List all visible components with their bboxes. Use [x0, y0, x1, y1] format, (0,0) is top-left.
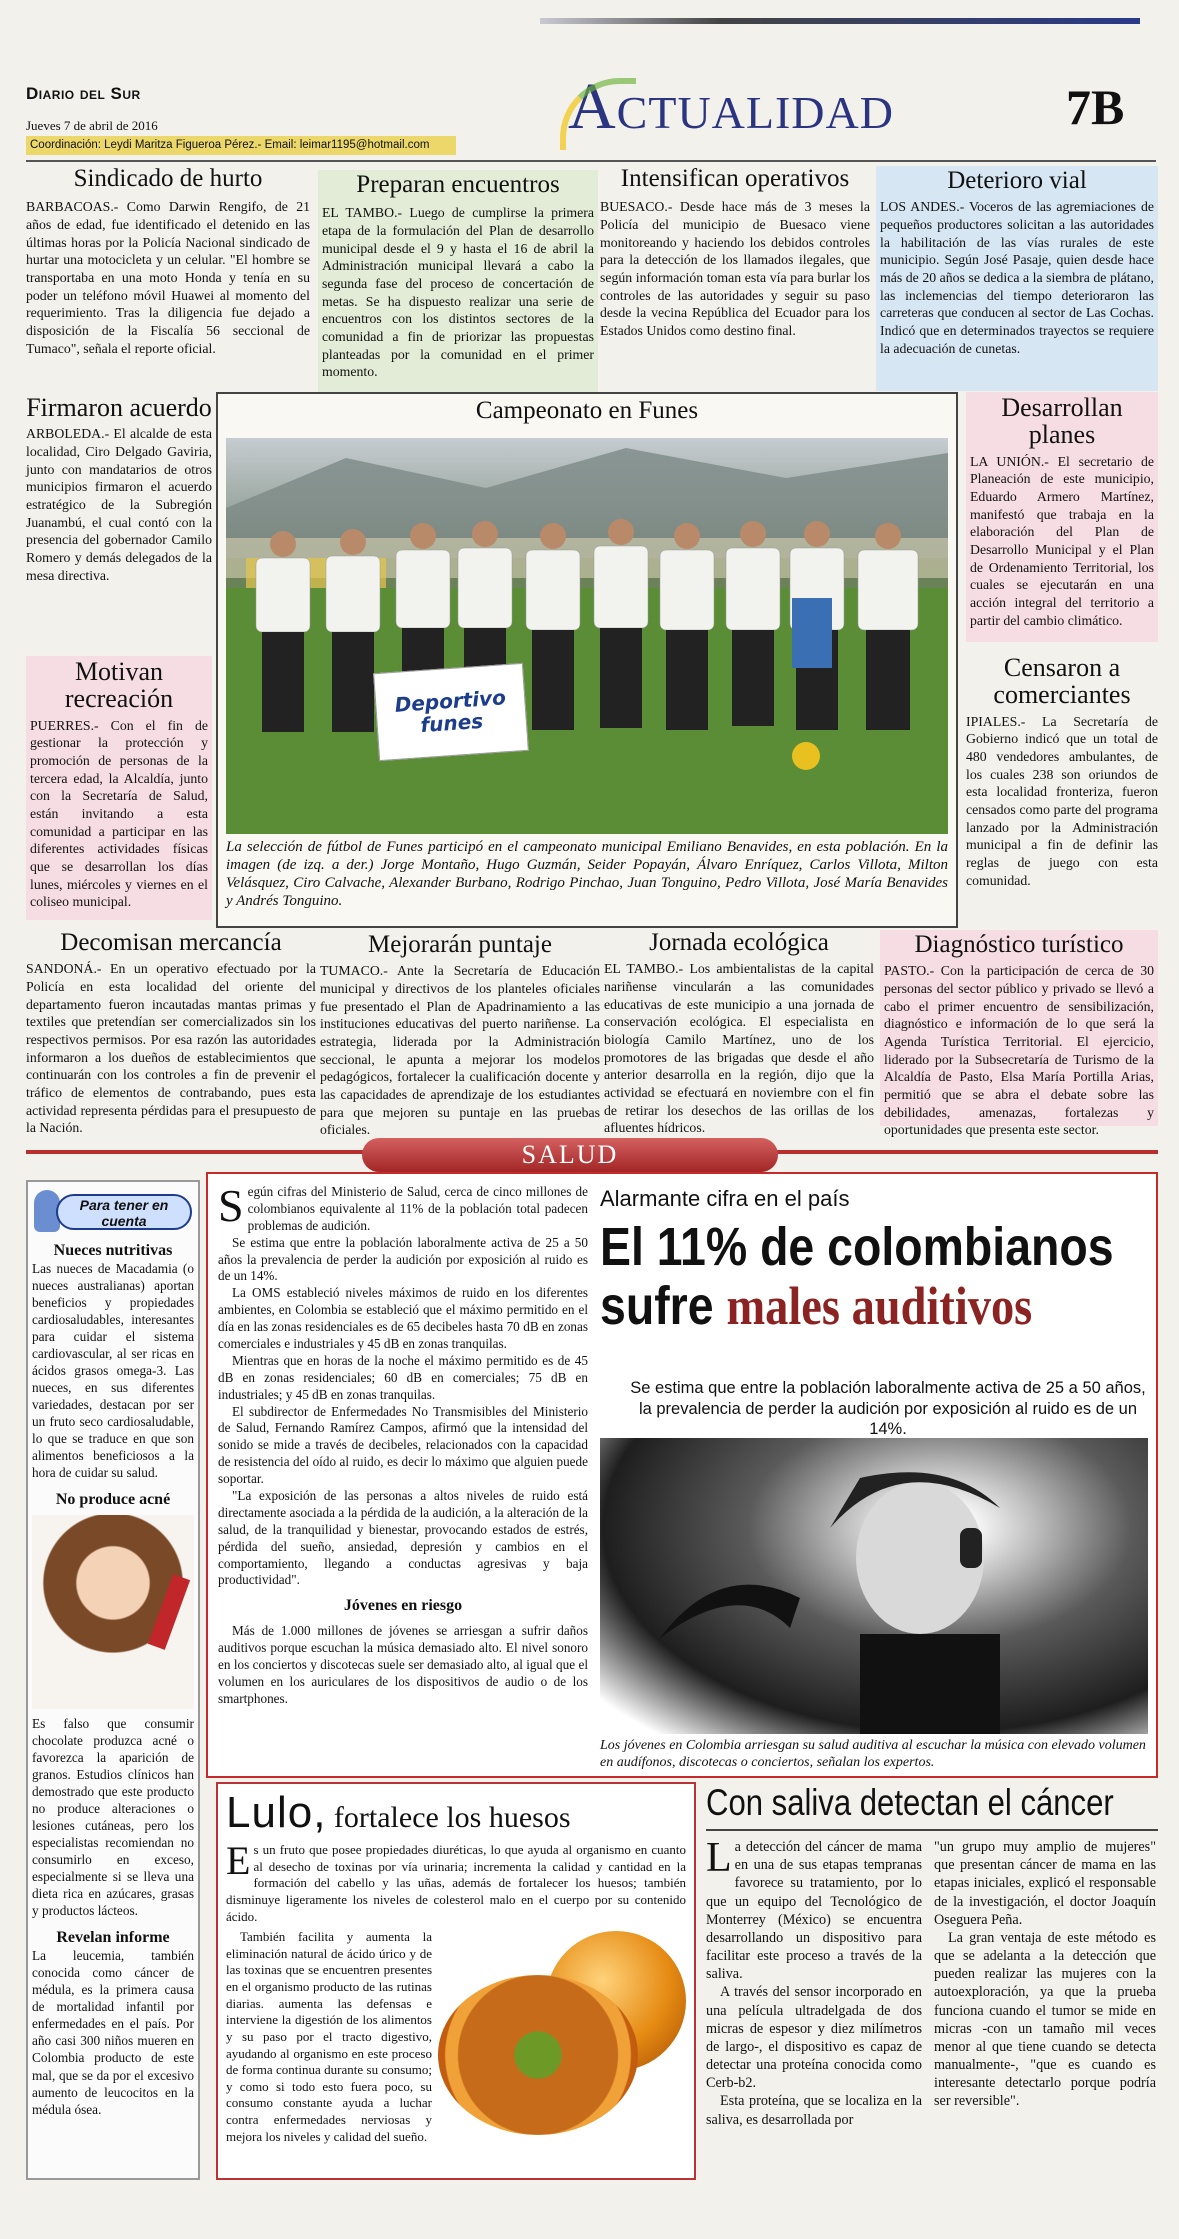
chocolate-girl-photo — [32, 1515, 194, 1709]
saliva-article — [706, 1784, 1158, 2180]
brief-text: PUERRES.- Con el fin de gestionar la protección y promoción de personas de la tercera edad, la Alcaldía, junto con la Secretaría de Salud, están invitando a esta comunidad a participar en las diferentes actividades físicas que se desarrollan los días lunes, miércoles y viernes en el coliseo municipal. — [30, 717, 208, 910]
salud-article-box — [206, 1172, 1158, 1778]
chocolate-bar — [148, 1574, 190, 1650]
lulo-dropcap: E — [226, 1838, 251, 1883]
brief-text: LOS ANDES.- Voceros de las agremiaciones de pequeños productores solicitan a las autoridades la habilitación de las vías rurales de este municipio. Según José Pasaje, quien desde hace más de 20 años se dedica a la siembra de plátano, las inclemencias del tiempo deterioraron las carreteras que conducen al sector de Las Cochas. Indicó que en determinados trayectos se requiere la adecuación de cunetas. — [880, 199, 1154, 356]
coordination-text: Coordinación: Leydi Maritza Figueroa Pérez.- Email: leimar1195@hotmail.com — [30, 139, 430, 151]
sidebar-item-text: Es falso que consumir chocolate produzca acné o favorezca la aparición de granos. Estudios clínicos han demostrado que este producto no produce alteraciones o lesiones cutáneas, pero los especialistas recomiendan no consumirlo en exceso, especialmente si se lleva una dieta rica en azúcares, grasas y productos lácteos. — [32, 1716, 194, 1919]
headline-line2 — [600, 1277, 1071, 1336]
sidebar-box — [26, 1180, 200, 2180]
brief-sindicado — [26, 166, 310, 396]
salud-subhead: Jóvenes en riesgo — [343, 1597, 463, 1615]
brief-text: IPIALES.- La Secretaría de Gobierno indicó que un total de 480 vendedores ambulantes, de los cuales 238 son oriundos de esta localidad fronteriza, fueron censados como parte del programa lanzado por la Administración municipal a fin de definir las reglas de juego con esta comunidad. — [966, 713, 1158, 888]
headphone-girl-svg — [600, 1438, 1148, 1734]
saliva-paragraph: a detección del cáncer de mama en una de sus etapas tempranas favorece su tratamiento, por lo que un equipo del Tecnológico de Monterrey (México) se encuentra desarrollando un dispositivo para facilitar este proceso a través de la saliva. — [706, 1839, 922, 1983]
brief-title: Deterioro vial — [947, 167, 1087, 194]
lulo-fruit-image — [438, 1931, 686, 2141]
saliva-paragraph: A través del sensor incorporado en una película ultradelgada de dos micras de espesor y diez milímetros de largo-, el dispositivo es capaz de detectar una proteína conocida como Cerb-b2. — [706, 1984, 922, 2092]
salud-paragraph: Mientras que en horas de la noche el máximo permitido es de 45 dB en zonas residenciales; 60 dB en comerciales; 75 dB en industriales; y 45 dB en zonas tranquilas. — [218, 1352, 588, 1402]
saliva-paragraph: Esta proteína, que se localiza en la saliva, es desarrollada por — [706, 2093, 922, 2128]
saliva-paragraph: La gran ventaja de este método es que se adelanta a la detección que pueden realizar las mujeres con la autoexploración, ya que la prueba funciona cuando el tumor se mide en micras -con un tamaño mil veces menor al que tiene cuando se detecta manualmente-, "que es cuando es interesante detectarlo porque podría ser reversible". — [934, 1929, 1156, 2110]
team-photo-svg — [226, 438, 948, 834]
photo-feature-title: Campeonato en Funes — [475, 397, 699, 424]
brief-preparan — [318, 170, 598, 395]
brief-title: Jornada ecológica — [649, 929, 829, 956]
brief-title: Sindicado de hurto — [73, 165, 263, 192]
headline-line1: El 11% de colombianos — [600, 1217, 1114, 1277]
paper-name: Diario del Sur — [26, 84, 141, 103]
brief-censaron — [966, 654, 1158, 926]
brief-intensifican — [600, 166, 870, 396]
salud-paragraph: egún cifras del Ministerio de Salud, cerca de cinco millones de colombianos equivalente al 11% de la población total padecen problemas de audición. — [247, 1184, 588, 1233]
brief-title: Decomisan mercancía — [60, 929, 282, 956]
salud-paragraph: El subdirector de Enfermedades No Transmisibles del Ministerio de Salud, Fernando Ramírez Campos, afirmó que la intensidad del sonido se mide a través de decibeles, relacionados con la capacidad de resistencia del oído al ruido, es decir lo máximo que alguien puede soportar. — [218, 1403, 588, 1487]
sidebar-item-text: La leucemia, también conocida como cáncer de médula, es la primera causa de mortalidad infantil por enfermedades en el país. Por año casi 300 niños mueren en Colombia producto de este mal, que se da por el excesivo aumento de leucocitos en la médula ósea. — [32, 1948, 194, 2117]
masthead-top-rule — [540, 18, 1140, 24]
team-banner — [373, 663, 529, 761]
badge-label: Para tener en cuenta — [56, 1194, 192, 1230]
lulo-paragraph-first — [226, 1838, 686, 1925]
brief-title: Desarrollan planes — [1001, 393, 1123, 450]
salud-dropcap: S — [218, 1180, 244, 1231]
brief-title: Motivan recreación — [64, 657, 174, 714]
brief-title: Preparan encuentros — [356, 171, 560, 198]
brief-text: BUESACO.- Desde hace más de 3 meses la Policía del municipio de Buesaco viene monitoreando y haciendo los debidos controles para la detección de los llamados ilegales, que según información toman esta vía para burlar los controles de las autoridades y seguir su paso desde la vecina República del Ecuador para los Estados Unidos como destino final. — [600, 199, 870, 338]
lulo-title-rest: fortalece los huesos — [326, 1801, 571, 1834]
coordination-bar — [26, 136, 456, 155]
sidebar-item-text: Las nueces de Macadamia (o nueces australianas) aportan beneficios y propiedades cardiosaludables, interesantes para cuidar el sistema cardiovascular, al ser ricas en ácidos grasos omega-3. Las nueces, en sus diferentes variedades, destacan por ser un fruto seco cardiosaludable, lo que se traduce en que son alimentos beneficiosos a la hora de cuidar su salud. — [32, 1261, 194, 1481]
sidebar-item-title: No produce acné — [55, 1491, 171, 1509]
lulo-paragraph: También facilita y aumenta la eliminación natural de ácido úrico y de las toxinas que se encuentren presentes en el organismo producto de las rutinas diarias. aumenta las defensas e interviene la digestión de los alimentos y su paso por el tracto digestivo, ayudando al organismo en este proceso de forma continua durante su consumo; y como si todo esto fuera poco, su consumo constante ayuda a luchar contra enfermedades nerviosas y mejora los niveles y calidad del sueño. — [226, 1929, 432, 2144]
issue-date: Jueves 7 de abril de 2016 — [26, 118, 158, 133]
team-photo — [226, 438, 948, 834]
brief-title: Diagnóstico turístico — [914, 931, 1124, 958]
brief-text: EL TAMBO.- Luego de cumplirse la primera etapa de la formulación del Plan de desarrollo municipal desde el 9 y hasta el 16 de abril la Administración municipal llevará a cabo la segunda fase del proceso de concertación de metas. Se ha dispuesto realizar una serie de encuentros con los distintos sectores de la comunidad a fin de priorizar las propuestas planteadas por la comunidad en el primer momento. — [322, 205, 594, 380]
salud-photo-caption: Los jóvenes en Colombia arriesgan su salud auditiva al escuchar la música con elevado volumen en audífonos, discotecas o conciertos, señalan los expertos. — [600, 1738, 1146, 1770]
brief-decomisan — [26, 929, 316, 1136]
saliva-paragraph: "un grupo muy amplio de mujeres" que presentan cáncer de mama en las etapas iniciales, explicó el responsable de la investigación, el doctor Joaquín Oseguera Peña. — [934, 1839, 1156, 1928]
salud-kicker: Alarmante cifra en el país — [600, 1186, 850, 1211]
lulo-title-big: Lulo, — [226, 1788, 327, 1837]
brief-text: BARBACOAS.- Como Darwin Rengifo, de 21 años de edad, fue identificado el detenido en las últimas horas por la Policía Nacional sindicado de hurtar una motocicleta y un celular. "El hombre se transportaba en una moto Honda y tenía en su poder un teléfono móvil Huawei al momento del requerimiento. Tras la diligencia fue dejado a disposición de la Fiscalía 56 seccional de Tumaco", señala el reporte oficial. — [26, 199, 310, 356]
brief-title: Censaron a comerciantes — [993, 653, 1131, 710]
salud-paragraph-last: Más de 1.000 millones de jóvenes se arriesgan a sufrir daños auditivos porque escuchan la música demasiado alto. El nivel sonoro en los conciertos y discotecas suele ser demasiado alto, al igual que el volumen en los auriculares de los dispositivos de audio o de los smartphones. — [218, 1623, 588, 1706]
brief-title: Firmaron acuerdo — [26, 393, 212, 422]
sidebar-badge — [32, 1188, 194, 1236]
brief-desarrollan — [966, 392, 1158, 642]
brief-mejoraran — [320, 931, 600, 1138]
brief-text: ARBOLEDA.- El alcalde de esta localidad, Ciro Delgado Gaviria, junto con mandatarios de otros municipios firmaron el acuerdo estratégico de la Subregión Juanambú, el cual contó con la presencia del gobernador Camilo Romero y demás delegados de la mesa directiva. — [26, 426, 212, 583]
salud-paragraph: La OMS estableció niveles máximos de ruido en los diferentes ambientes, en Colombia se estableció que el máximo permitido en el día en las zonas residenciales es de 65 decibeles hasta 70 dB en zonas comerciales e industriales y 45 dB en zonas tranquilas. — [218, 1285, 588, 1352]
brief-jornada — [604, 929, 874, 1136]
saliva-headline: Con saliva detectan el cáncer — [706, 1782, 1114, 1823]
sidebar-item-title: Nueces nutritivas — [53, 1242, 173, 1259]
brief-firmaron — [26, 394, 212, 644]
headphone-girl-photo — [600, 1438, 1148, 1734]
brief-title: Intensifican operativos — [620, 165, 850, 192]
salud-text-column — [218, 1180, 588, 1774]
brief-text: EL TAMBO.- Los ambientalistas de la capital nariñense vincularán a las comunidades educativas de este municipio a una jornada de conservación ecológica. El especialista en biología Camilo Martínez, uno de los promotores de las brigadas que desde el año anterior desarrolla en la región, dijo que la actividad se efectuará en noviembre con el fin de retirar los desechos de las orillas de los afluentes hídricos. — [604, 961, 874, 1136]
salud-paragraph-first — [218, 1180, 588, 1235]
brief-title: Mejorarán puntaje — [368, 931, 552, 958]
salud-headline — [600, 1217, 1114, 1337]
page-number: 7B — [1066, 79, 1125, 135]
team-banner-text: Deportivo funes — [393, 685, 507, 738]
headline-sufre: sufre — [600, 1276, 727, 1337]
brief-motivan — [26, 656, 212, 920]
brief-deterioro — [876, 166, 1158, 391]
salud-deck: Se estima que entre la población laboralmente activa de 25 a 50 años, la prevalencia de perder la audición por exposición al ruido es de un 14%. — [630, 1379, 1146, 1439]
saliva-col-1 — [706, 1835, 922, 2129]
brief-text: SANDONÁ.- En un operativo efectuado por la Policía en esta localidad del oriente del departamento fueron incautadas mantas primas y textiles que pretendían ser comercializados sin los respectivos permisos. Por esa razón las autoridades informaron a los dueños de establecimientos que continuarán con los controles a fin de prevenir el tráfico de elementos de contrabando, pues esta actividad representa pérdidas para el presupuesto de la Nación. — [26, 961, 316, 1136]
photo-feature-box — [216, 392, 958, 928]
headline-highlight: males auditivos — [726, 1276, 1033, 1337]
lulo-headline — [226, 1788, 686, 1838]
sidebar-item-title: Revelan informe — [56, 1929, 170, 1947]
lulo-paragraph: s un fruto que posee propiedades diuréticas, lo que ayuda al organismo en cuanto al desecho de toxinas por vía urinaria; incrementa la calidad y cantidad en la formación del cabello y las uñas, además de fortalecer los huesos; también disminuye ligeramente los niveles de colesterol malo en el cuerpo por su contenido ácido. — [226, 1842, 686, 1924]
masthead-underline — [26, 160, 1156, 162]
brief-diagnostico — [880, 930, 1158, 1138]
salud-paragraph: "La exposición de las personas a altos niveles de ruido está directamente asociada a la pérdida de la audición, a la alteración de la salud, de la tranquilidad y bienestar, provocando estados de estrés, pérdida del sueño, ansiedad, depresión y cambios en el comportamiento, llegando a conductas agresivas y baja productividad". — [218, 1488, 588, 1588]
salud-banner — [362, 1138, 778, 1172]
brief-text: TUMACO.- Ante la Secretaría de Educación municipal y directivos de los planteles oficiales fue presentado el Plan de Apadrinamiento a las instituciones educativas del puerto nariñense. La estrategia, liderada por la Administración seccional, le apunta a mejorar los modelos pedagógicos, fortalecer la cualificación docente y las capacidades de aprendizaje de los estudiantes para que mejoren su puntaje en las pruebas oficiales. — [320, 963, 600, 1138]
saliva-paragraph-first — [706, 1835, 922, 1983]
photo-caption: La selección de fútbol de Funes participó en el campeonato municipal Emiliano Benavides, en esta población. En la imagen (de izq. a der.) Jorge Montaño, Hugo Guzmán, Seider Popayán, Álvaro Enríquez, Carlos Villota, Milton Velásquez, Ciro Calvache, Alexander Burbano, Rodrigo Pinchao, Juan Tonguino, Pedro Villota, José María Benavides y Andrés Tonguino. — [226, 839, 948, 909]
lulo-fruit-half — [438, 1975, 638, 2135]
saliva-col-2 — [934, 1838, 1156, 2111]
salud-paragraph: Se estima que entre la población laboralmente activa de 25 a 50 años la prevalencia de perder la audición por exposición al ruido es de un 14%. — [218, 1234, 588, 1284]
saliva-dropcap: L — [706, 1835, 732, 1881]
brief-text: PASTO.- Con la participación de cerca de 30 personas del sector público y privado se llevó a cabo el primer encuentro de sensibilización, diagnóstico e información de lo que será la Agenda Turística Territorial. El ejercicio, liderado por la Subsecretaría de Turismo de la Alcaldía de Pasto, Elsa María Portilla Arias, permitió que se abra el debate sobre las debilidades, amenazas, fortalezas y oportunidades que presenta este sector. — [884, 963, 1154, 1138]
brief-text: LA UNIÓN.- El secretario de Planeación de este municipio, Eduardo Armero Martínez, manifestó que trabaja en la elaboración del Plan de Desarrollo Municipal y el Plan de Ordenamiento Territorial, los cuales se ejecutarán en una acción integral del territorio a partir del cambio climático. — [970, 453, 1154, 628]
section-title: Actualidad — [568, 70, 894, 143]
salud-banner-text: SALUD — [521, 1140, 619, 1169]
lulo-article-box — [216, 1782, 696, 2180]
saliva-rule — [706, 1829, 1158, 1831]
